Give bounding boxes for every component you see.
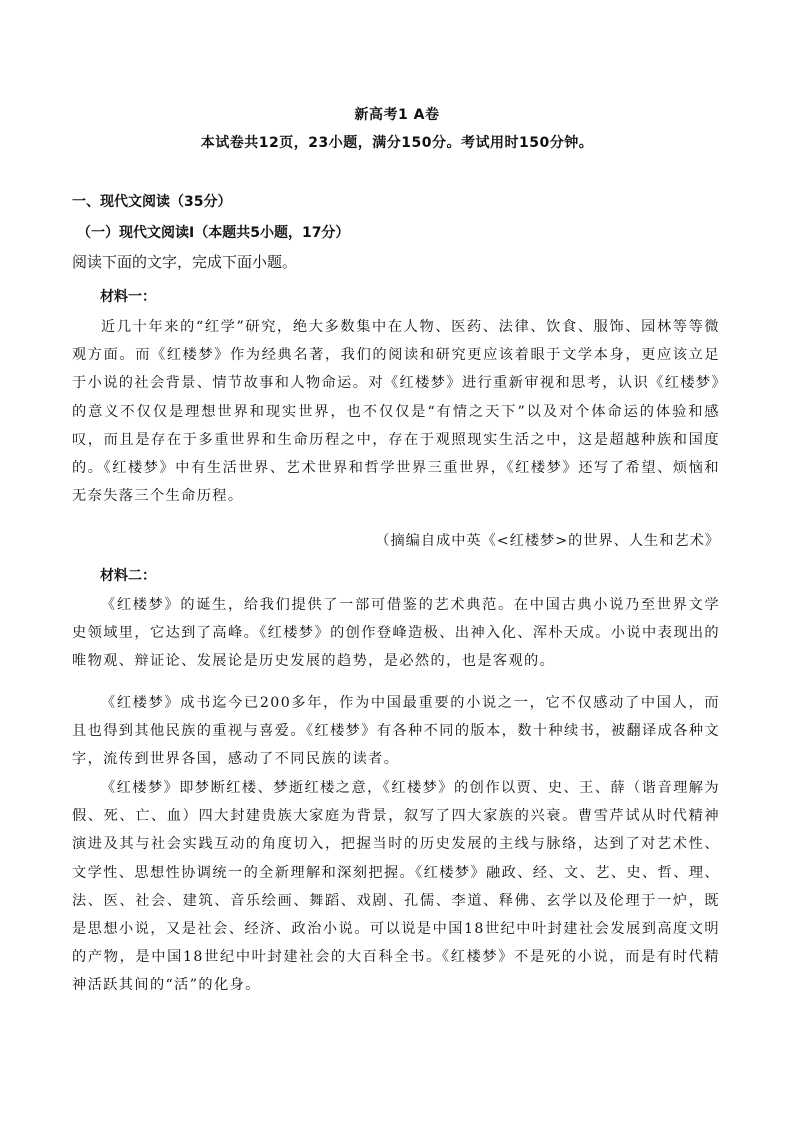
material-two-paragraph-1: 《红楼梦》的诞生，给我们提供了一部可借鉴的艺术典范。在中国古典小说乃至世界文学史领域里，它达到了高峰。《红楼梦》的创作登峰造极、出神入化、浑朴天成。小说中表现出的唯物观、辩证论、发展论是历史发展的趋势，是必然的，也是客观的。 [72,597,720,670]
material-two-label: 材料二： [100,568,156,584]
material-one-label: 材料一： [100,289,156,305]
section-heading: 一、现代文阅读（35分） [72,194,232,210]
material-two-paragraph-3: 《红楼梦》即梦断红楼、梦逝红楼之意，《红楼梦》的创作以贾、史、王、薛（谐音理解为假、死、亡、血）四大封建贵族大家庭为背景，叙写了四大家族的兴衰。曹雪芹试从时代精神演进及其与社会实践互动的角度切入，把握当时的历史发展的主线与脉络，达到了对艺术性、文学性、思想性协调统一的全新理解和深刻把握。《红楼梦》融政、经、文、艺、史、哲、理、法、医、社会、建筑、音乐绘画、舞蹈、戏剧、孔儒、李道、释佛、玄学以及伦理于一炉，既是思想小说，又是社会、经济、政治小说。可以说是中国18世纪中叶封建社会发展到高度文明的产物，是中国18世纪中叶封建社会的大百科全书。《红楼梦》不是死的小说，而是有时代精神活跃其间的“活”的化身。 [72,780,720,994]
material-one-source: （摘编自成中英《<红楼梦>的世界、人生和艺术》 [375,533,720,549]
section-subheading: （一）现代文阅读Ⅰ（本题共5小题，17分） [77,225,350,241]
material-one-paragraph: 近几十年来的“红学”研究，绝大多数集中在人物、医药、法律、饮食、服饰、园林等等微观方面。而《红楼梦》作为经典名著，我们的阅读和研究更应该着眼于文学本身，更应该立足于小说的社会背景、情节故事和人物命运。对《红楼梦》进行重新审视和思考，认识《红楼梦》的意义不仅仅是理想世界和现实世界，也不仅仅是“有情之天下”以及对个体命运的体验和感叹，而且是存在于多重世界和生命历程之中，存在于观照现实生活之中，这是超越种族和国度的。《红楼梦》中有生活世界、艺术世界和哲学世界三重世界，《红楼梦》还写了希望、烦恼和无奈失落三个生命历程。 [72,319,720,505]
exam-title: 新高考1 A卷 [354,107,440,123]
reading-instruction: 阅读下面的文字，完成下面小题。 [72,253,298,271]
exam-subtitle: 本试卷共12页，23小题，满分150分。考试用时150分钟。 [200,135,594,151]
material-two-paragraph-2: 《红楼梦》成书迄今已200多年，作为中国最重要的小说之一，它不仅感动了中国人，而且也得到其他民族的重视与喜爱。《红楼梦》有各种不同的版本，数十种续书，被翻译成各种文字，流传到世界各国，感动了不同民族的读者。 [72,695,720,768]
